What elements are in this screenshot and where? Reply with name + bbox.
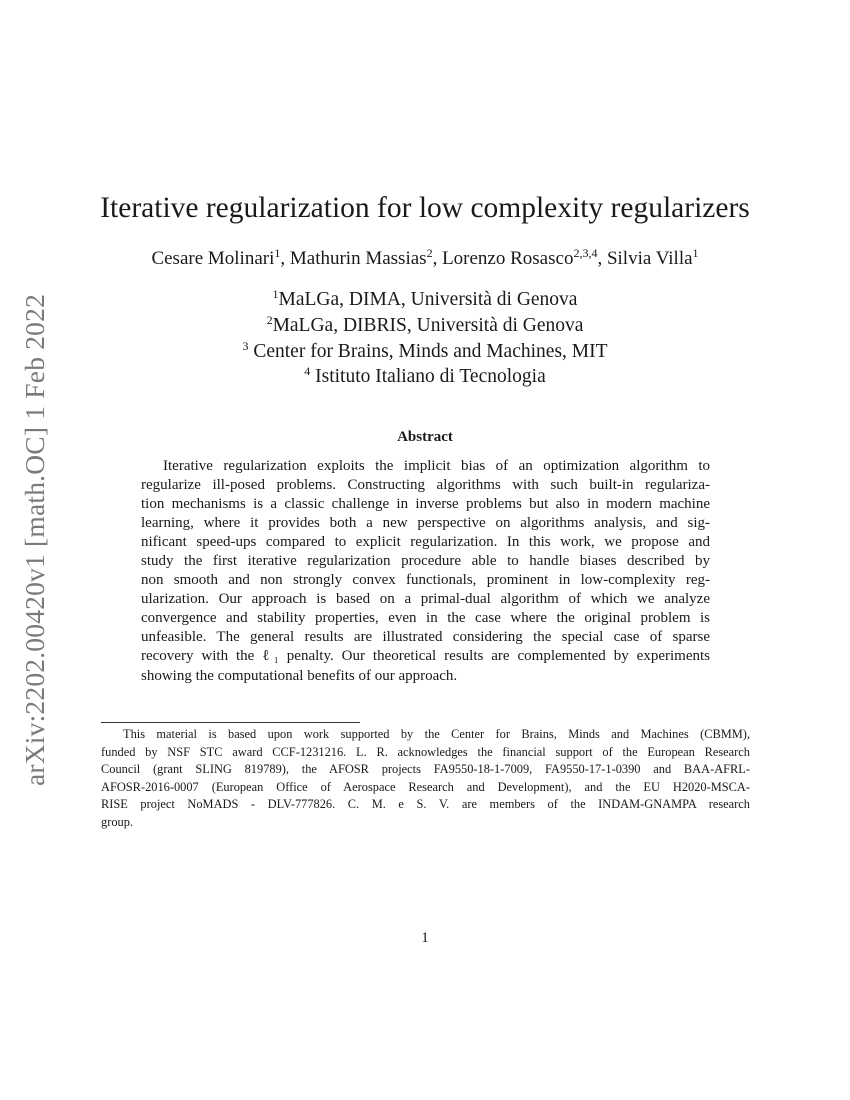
author-affiliation-mark: 1	[274, 246, 281, 260]
abstract-line: non smooth and non strongly convex functionals, prominent in low-complexity reg-	[141, 572, 710, 589]
paper-title: Iterative regularization for low complexity regularizers	[100, 192, 750, 224]
abstract-line: tion mechanisms is a classic challenge in inverse problems but also in modern machine	[141, 496, 710, 513]
author: Silvia Villa$^1$	[606, 246, 699, 269]
abstract-heading: Abstract	[397, 429, 453, 445]
author-affiliation-mark: 2,3,4	[573, 246, 598, 260]
abstract-line: regularize ill-posed problems. Constructing algorithms with such built-in regulariza-	[141, 477, 710, 494]
author-list	[0, 245, 850, 273]
footnote-line: AFOSR-2016-0007 (European Office of Aerospace Research and Development), and the EU H2020-MSCA-	[101, 779, 750, 794]
abstract-line: showing the computational benefits of our approach.	[141, 667, 458, 684]
footnote-line: RISE project NoMADS - DLV-777826. C. M. e S. V. are members of the INDAM-GNAMPA research	[101, 797, 750, 811]
abstract-line: unfeasible. The general results are illustrated considering the special case of sparse	[141, 629, 710, 646]
abstract-body	[141, 457, 710, 686]
author: Cesare Molinari$^1$,	[151, 246, 290, 269]
footnote-line: funded by NSF STC award CCF-1231216. L. R. acknowledges the financial support of the European Research	[101, 744, 750, 759]
footnote-line: This material is based upon work supported by the Center for Brains, Minds and Machines (CBMM),	[123, 727, 750, 741]
author-affiliation-mark: 2	[426, 246, 433, 260]
abstract-line: ularization. Our approach is based on a primal-dual algorithm of which we analyze	[141, 591, 710, 608]
abstract-line: recovery with the ℓ₁ penalty. Our theoretical results are complemented by experiments	[141, 648, 710, 665]
affiliation-line: $^2$MaLGa, DIBRIS, Università di Genova	[266, 312, 584, 336]
abstract-line: nificant speed-ups compared to explicit regularization. In this work, we propose and	[141, 534, 710, 551]
abstract-line: Iterative regularization exploits the implicit bias of an optimization algorithm to	[163, 458, 710, 474]
affiliation-line: $^4$ Istituto Italiano di Tecnologia	[304, 364, 546, 388]
abstract-line: study the first iterative regularization procedure able to handle biases described by	[141, 553, 710, 570]
author-affiliation-mark: 1	[692, 246, 699, 260]
author: Lorenzo Rosasco$^{2,3,4}$,	[442, 246, 607, 269]
footnote-line: group.	[101, 814, 134, 829]
affiliation-line: $^1$MaLGa, DIMA, Università di Genova	[272, 287, 578, 310]
affiliation-list	[0, 287, 850, 390]
affiliation-line: $^3$ Center for Brains, Minds and Machines, MIT	[242, 338, 608, 362]
footnote-divider	[101, 722, 360, 723]
footnote-line: Council (grant SLING 819789), the AFOSR projects FA9550-18-1-7009, FA9550-17-1-0390 and BAA-AFRL-	[101, 762, 750, 776]
funding-footnote	[101, 726, 750, 831]
author: Mathurin Massias$^2$,	[289, 246, 443, 269]
abstract-line: learning, where it provides both a new perspective on algorithms analysis, and sig-	[141, 515, 710, 532]
page-number: 1	[421, 930, 429, 946]
arxiv-identifier-text: arXiv:2202.00420v1 [math.OC] 1 Feb 2022	[19, 293, 50, 786]
abstract-line: convergence and stability properties, even in the case where the original problem is	[141, 610, 710, 627]
